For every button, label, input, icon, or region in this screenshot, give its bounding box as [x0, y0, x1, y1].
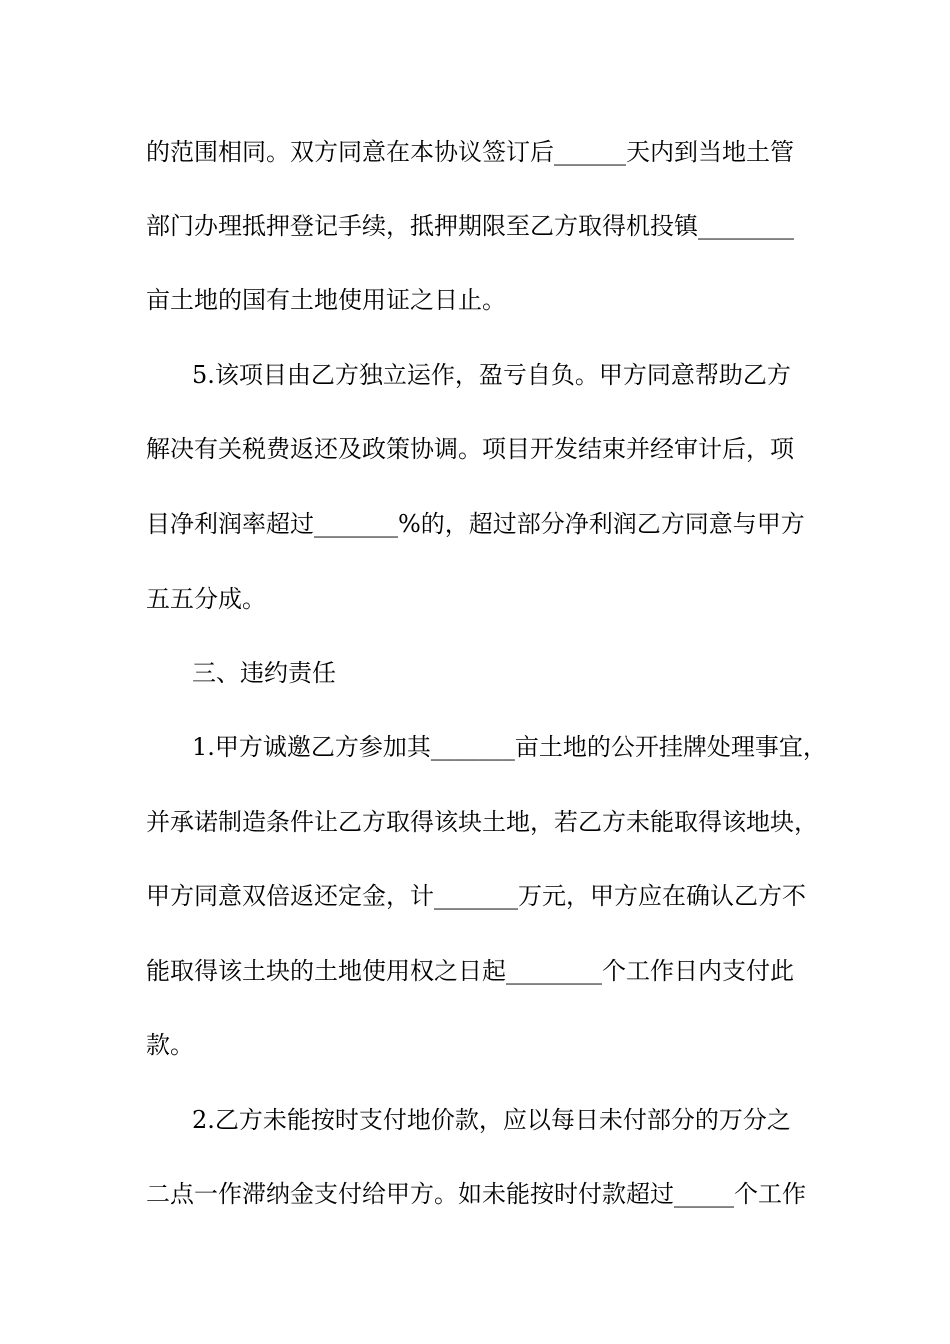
- clause-1-first-line: 1.甲方诚邀乙方参加其_______亩土地的公开挂牌处理事宜，: [192, 733, 827, 761]
- text-line: 款。: [146, 1031, 194, 1059]
- text-line: 的范围相同。双方同意在本协议签订后______天内到当地土管: [146, 138, 794, 166]
- clause-2-first-line: 2.乙方未能按时支付地价款，应以每日未付部分的万分之: [192, 1106, 791, 1134]
- text-line: 能取得该土块的土地使用权之日起________个工作日内支付此: [146, 957, 794, 985]
- text-line: 目净利润率超过_______%的，超过部分净利润乙方同意与甲方: [146, 510, 805, 538]
- paragraph-5-first-line: 5.该项目由乙方独立运作，盈亏自负。甲方同意帮助乙方: [192, 361, 791, 389]
- text-line: 二点一作滞纳金支付给甲方。如未能按时付款超过_____个工作: [146, 1180, 806, 1208]
- text-line: 五五分成。: [146, 585, 266, 613]
- section-heading: 三、违约责任: [192, 659, 336, 687]
- text-line: 解决有关税费返还及政策协调。项目开发结束并经审计后，项: [146, 435, 794, 463]
- text-line: 甲方同意双倍返还定金，计_______万元，甲方应在确认乙方不: [146, 882, 806, 910]
- text-line: 部门办理抵押登记手续，抵押期限至乙方取得机投镇________: [146, 212, 794, 240]
- text-line: 亩土地的国有土地使用证之日止。: [146, 286, 506, 314]
- text-line: 并承诺制造条件让乙方取得该块土地，若乙方未能取得该地块，: [146, 808, 818, 836]
